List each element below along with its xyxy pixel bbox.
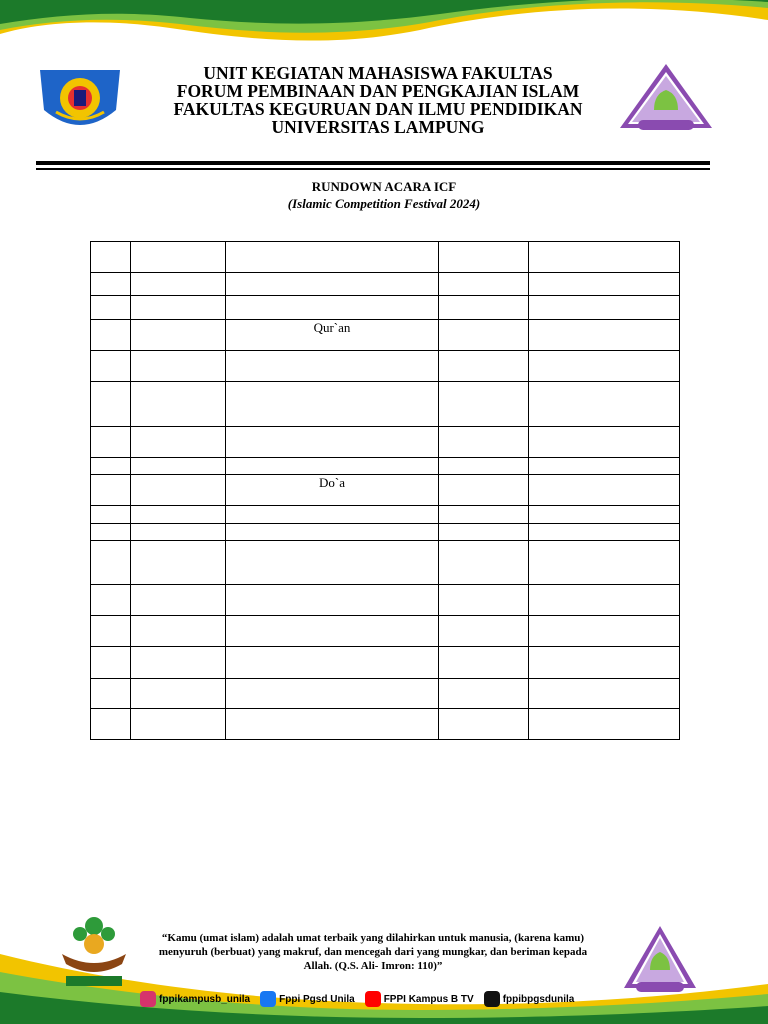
table-cell [529,541,680,585]
social-media-bar [140,988,620,1010]
table-cell [529,273,680,296]
table-cell [131,679,226,709]
table-cell [91,351,131,382]
table-cell [91,296,131,320]
youtube-icon [365,991,381,1007]
table-cell [91,541,131,585]
cell-text: Qur`an [313,320,351,335]
cell-text: Do`a [319,475,345,490]
table-cell [131,382,226,427]
table-cell [91,616,131,647]
table-row [91,427,680,458]
table-cell [439,242,529,273]
social-label: fppikampusb_unila [159,993,251,1005]
table-cell [91,524,131,541]
table-row [91,506,680,524]
header-divider-thin [36,168,710,170]
table-cell [529,296,680,320]
table-cell [529,475,680,506]
table-cell [439,296,529,320]
table-cell [226,709,439,740]
table-cell [529,242,680,273]
table-cell [439,647,529,679]
table-cell [439,679,529,709]
university-logo [34,66,126,134]
social-tiktok[interactable] [484,991,575,1007]
table-cell [226,296,439,320]
table-cell [439,541,529,585]
table-cell [529,585,680,616]
table-cell [91,709,131,740]
table-row [91,524,680,541]
table-cell [529,320,680,351]
table-cell [529,382,680,427]
table-row [91,475,680,506]
table-cell [226,647,439,679]
rundown-table [90,241,680,740]
table-cell [226,506,439,524]
table-row [91,709,680,740]
table-cell [529,616,680,647]
title-main: RUNDOWN ACARA ICF [311,179,457,194]
social-facebook[interactable] [260,991,355,1007]
table-cell [529,647,680,679]
table-cell [226,585,439,616]
table-cell [439,475,529,506]
table-cell [131,709,226,740]
table-cell [529,679,680,709]
title-subtitle: (Islamic Competition Festival 2024) [287,196,481,211]
table-cell [131,242,226,273]
table-cell [439,427,529,458]
table-cell [91,273,131,296]
table-row [91,296,680,320]
social-label: FPPI Kampus B TV [383,993,474,1005]
fppi-fkip-logo-footer [622,924,698,994]
header-line: FAKULTAS KEGURUAN DAN ILMU PENDIDIKAN [173,99,583,119]
table-cell [91,506,131,524]
table-cell [226,351,439,382]
institution-header [150,64,606,136]
header-line: FORUM PEMBINAAN DAN PENGKAJIAN ISLAM [176,81,580,101]
social-label: fppibpgsdunila [502,993,575,1005]
table-cell [131,616,226,647]
table-cell [91,320,131,351]
social-label: Fppi Pgsd Unila [279,993,355,1005]
table-cell [91,458,131,475]
social-youtube[interactable] [365,991,474,1007]
table-cell [91,427,131,458]
table-cell [439,351,529,382]
table-cell [439,506,529,524]
table-cell [439,524,529,541]
table-cell [131,475,226,506]
table-row [91,647,680,679]
table-cell [226,524,439,541]
header-wave-decoration [0,0,768,60]
niskala-taru-logo [44,910,144,990]
table-cell [439,616,529,647]
table-cell [439,585,529,616]
tiktok-icon [484,991,500,1007]
table-cell [131,351,226,382]
table-cell [131,541,226,585]
table-cell [91,647,131,679]
table-row [91,541,680,585]
instagram-icon [140,991,156,1007]
document-title [184,178,584,212]
table-cell [131,585,226,616]
header-divider-thick [36,161,710,165]
table-row [91,320,680,351]
header-line: UNIT KEGIATAN MAHASISWA FAKULTAS [203,63,553,83]
table-cell [529,458,680,475]
table-row [91,679,680,709]
table-cell [439,273,529,296]
table-cell [529,524,680,541]
quran-quote: “Kamu (umat islam) adalah umat terbaik yang dilahirkan untuk manusia, (karena kamu) menyuruh (berbuat) yang makruf, dan mencegah dari yang mungkar, dan beriman kepada Allah. (Q.S. Ali- Imron: 110)” [158,932,588,972]
table-cell [226,320,439,351]
table-cell [439,458,529,475]
table-cell [91,585,131,616]
table-cell [226,475,439,506]
table-cell [131,524,226,541]
table-cell [131,427,226,458]
table-cell [226,242,439,273]
table-cell [131,320,226,351]
table-cell [529,427,680,458]
table-cell [91,475,131,506]
facebook-icon [260,991,276,1007]
fppi-fkip-logo [618,62,714,134]
table-cell [439,382,529,427]
table-cell [131,458,226,475]
table-cell [91,382,131,427]
table-cell [226,679,439,709]
table-cell [529,351,680,382]
table-cell [131,647,226,679]
table-cell [439,709,529,740]
table-row [91,382,680,427]
table-row [91,616,680,647]
table-row [91,242,680,273]
table-cell [226,427,439,458]
table-cell [131,273,226,296]
table-cell [529,506,680,524]
table-row [91,585,680,616]
table-cell [439,320,529,351]
table-cell [529,709,680,740]
table-row [91,273,680,296]
table-cell [226,382,439,427]
header-line: UNIVERSITAS LAMPUNG [271,117,485,137]
table-cell [131,296,226,320]
table-row [91,351,680,382]
table-cell [226,616,439,647]
table-cell [226,541,439,585]
social-instagram[interactable] [140,991,250,1007]
table-cell [91,242,131,273]
table-cell [91,679,131,709]
table-cell [226,458,439,475]
table-row [91,458,680,475]
table-cell [226,273,439,296]
table-cell [131,506,226,524]
